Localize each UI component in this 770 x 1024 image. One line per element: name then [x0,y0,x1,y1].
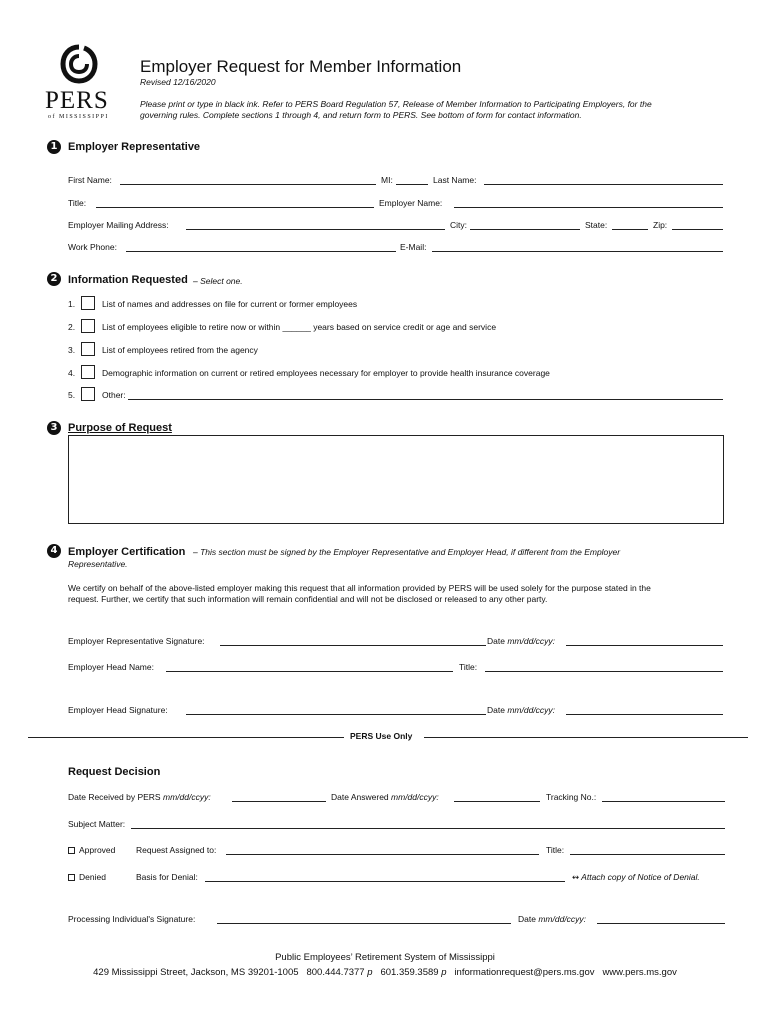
mailing-address-field[interactable] [186,229,445,230]
rep-date-format: mm/dd/ccyy: [507,636,556,646]
head-date-format: mm/dd/ccyy: [507,705,556,715]
subject-matter-label: Subject Matter: [68,819,126,829]
footer-contact [0,967,770,978]
option-2-checkbox[interactable] [81,319,95,333]
date-received-label [68,793,211,802]
logo-subtitle: of MISSISSIPPI [48,114,109,120]
state-field[interactable] [612,229,648,230]
option-5-number: 5. [68,390,76,400]
rep-date-word: Date [487,636,505,646]
revised-date: Revised 12/16/2020 [140,77,216,87]
option-3-text: List of employees retired from the agency [102,345,258,355]
footer-phone-1: 800.444.7377 [306,967,365,978]
section-2-number: 2 [47,272,61,286]
section-2-title: Information Requested [68,274,188,286]
footer-email-link[interactable]: informationrequest@pers.ms.gov [454,967,595,978]
pers-logo-icon [60,44,98,84]
section-1-title: Employer Representative [68,141,201,153]
last-name-field[interactable] [484,184,723,185]
subject-matter-field[interactable] [131,828,725,829]
email-label: E-Mail: [400,242,427,252]
footer-phone-1-tag: p [367,967,373,978]
processing-date-field[interactable] [597,923,725,924]
section-4-number: 4 [47,544,61,558]
date-received-word: Date Received by PERS [68,792,161,802]
zip-field[interactable] [672,229,723,230]
denied-label: Denied [79,872,106,882]
certification-line-1: We certify on behalf of the above-listed employer making this request that all information provided by PERS will be used solely for the purpose stated in the [68,583,651,593]
head-name-label: Employer Head Name: [68,662,154,672]
last-name-label: Last Name: [433,175,477,185]
attach-note [572,873,700,882]
date-answered-label [331,793,439,802]
rep-signature-label: Employer Representative Signature: [68,636,205,646]
date-received-field[interactable] [232,801,326,802]
head-date-field[interactable] [566,714,723,715]
pers-use-divider-left [28,737,344,738]
option-2-number: 2. [68,322,76,332]
employer-name-label: Employer Name: [379,198,443,208]
other-field[interactable] [128,399,723,400]
processing-signature-field[interactable] [217,923,511,924]
head-name-field[interactable] [166,671,453,672]
instructions-line-2: governing rules. Complete sections 1 through 4, and return form to PERS. See bottom of form for contact information. [140,110,582,120]
paperclip-icon: ↭ [572,872,580,882]
footer-org: Public Employees’ Retirement System of Mississippi [275,952,495,963]
pers-use-banner: PERS Use Only [350,731,413,741]
head-date-label [487,706,555,715]
request-assigned-label: Request Assigned to: [136,845,217,855]
option-3-checkbox[interactable] [81,342,95,356]
page-title: Employer Request for Member Information [140,57,462,76]
pers-logo [44,44,116,120]
footer-phone-2-tag: p [441,967,447,978]
approved-checkbox[interactable] [68,847,75,854]
option-4-number: 4. [68,368,76,378]
first-name-label: First Name: [68,175,112,185]
rep-date-field[interactable] [566,645,723,646]
option-3-number: 3. [68,345,76,355]
date-received-format: mm/dd/ccyy: [162,792,211,802]
option-1-checkbox[interactable] [81,296,95,310]
city-field[interactable] [470,229,580,230]
section-4-subtitle-1: – This section must be signed by the Employer Representative and Employer Head, if different from the Employer [193,547,621,557]
employer-name-field[interactable] [454,207,723,208]
head-title-field[interactable] [485,671,723,672]
head-title-label: Title: [459,662,478,672]
work-phone-field[interactable] [126,251,396,252]
date-answered-format: mm/dd/ccyy: [391,792,439,802]
assigned-title-field[interactable] [570,854,725,855]
section-1-number: 1 [47,140,61,154]
section-3-number: 3 [47,421,61,435]
processing-date-label [518,915,586,924]
section-4-title: Employer Certification [68,546,186,558]
first-name-field[interactable] [120,184,376,185]
option-2-text: List of employees eligible to retire now or within ______ years based on service credit or age and service [102,322,497,332]
zip-label: Zip: [653,220,668,230]
work-phone-label: Work Phone: [68,242,117,252]
state-label: State: [585,220,608,230]
rep-signature-field[interactable] [220,645,486,646]
approved-option[interactable] [68,846,115,855]
mi-label: MI: [381,175,393,185]
mi-field[interactable] [396,184,428,185]
assigned-title-label: Title: [546,845,565,855]
option-4-text: Demographic information on current or retired employees necessary for employer to provide health insurance coverage [102,368,550,378]
denied-checkbox[interactable] [68,874,75,881]
tracking-field[interactable] [602,801,725,802]
option-1-text: List of names and addresses on file for current or former employees [102,299,358,309]
denied-option[interactable] [68,873,106,882]
section-2-subtitle: – Select one. [193,276,243,286]
approved-label: Approved [79,845,116,855]
certification-line-2: request. Further, we certify that such information will remain confidential and will not be disclosed or released to any other party. [68,594,548,604]
option-5-text: Other: [102,390,126,400]
processing-date-word: Date [518,914,536,924]
purpose-textarea[interactable] [68,435,724,524]
pers-use-divider-right [424,737,748,738]
date-answered-word: Date Answered [331,792,389,802]
request-assigned-field[interactable] [226,854,539,855]
processing-signature-label: Processing Individual's Signature: [68,914,196,924]
option-1-number: 1. [68,299,76,309]
footer-phone-2: 601.359.3589 [380,967,439,978]
date-answered-field[interactable] [454,801,540,802]
title-field[interactable] [96,207,374,208]
footer-web-link[interactable]: www.pers.ms.gov [602,967,677,978]
head-signature-label: Employer Head Signature: [68,705,168,715]
rep-date-label [487,637,555,646]
basis-denial-field[interactable] [205,881,565,882]
city-label: City: [450,220,467,230]
footer-address: 429 Mississippi Street, Jackson, MS 39201-1005 [93,967,299,978]
logo-wordmark: PERS [45,87,109,114]
basis-denial-label: Basis for Denial: [136,872,198,882]
section-4-subtitle-2: Representative. [68,559,128,569]
title-label: Title: [68,198,87,208]
instructions-line-1: Please print or type in black ink. Refer to PERS Board Regulation 57, Release of Member Information to Participating Employers, for the [140,99,652,109]
tracking-label: Tracking No.: [546,792,597,802]
option-5-checkbox[interactable] [81,387,95,401]
attach-note-text: Attach copy of Notice of Denial. [581,872,700,882]
section-3-title: Purpose of Request [68,422,172,434]
request-decision-title: Request Decision [68,766,161,778]
head-signature-field[interactable] [186,714,486,715]
email-field[interactable] [432,251,723,252]
mailing-address-label: Employer Mailing Address: [68,220,169,230]
processing-date-format: mm/dd/ccyy: [538,914,587,924]
option-4-checkbox[interactable] [81,365,95,379]
head-date-word: Date [487,705,505,715]
